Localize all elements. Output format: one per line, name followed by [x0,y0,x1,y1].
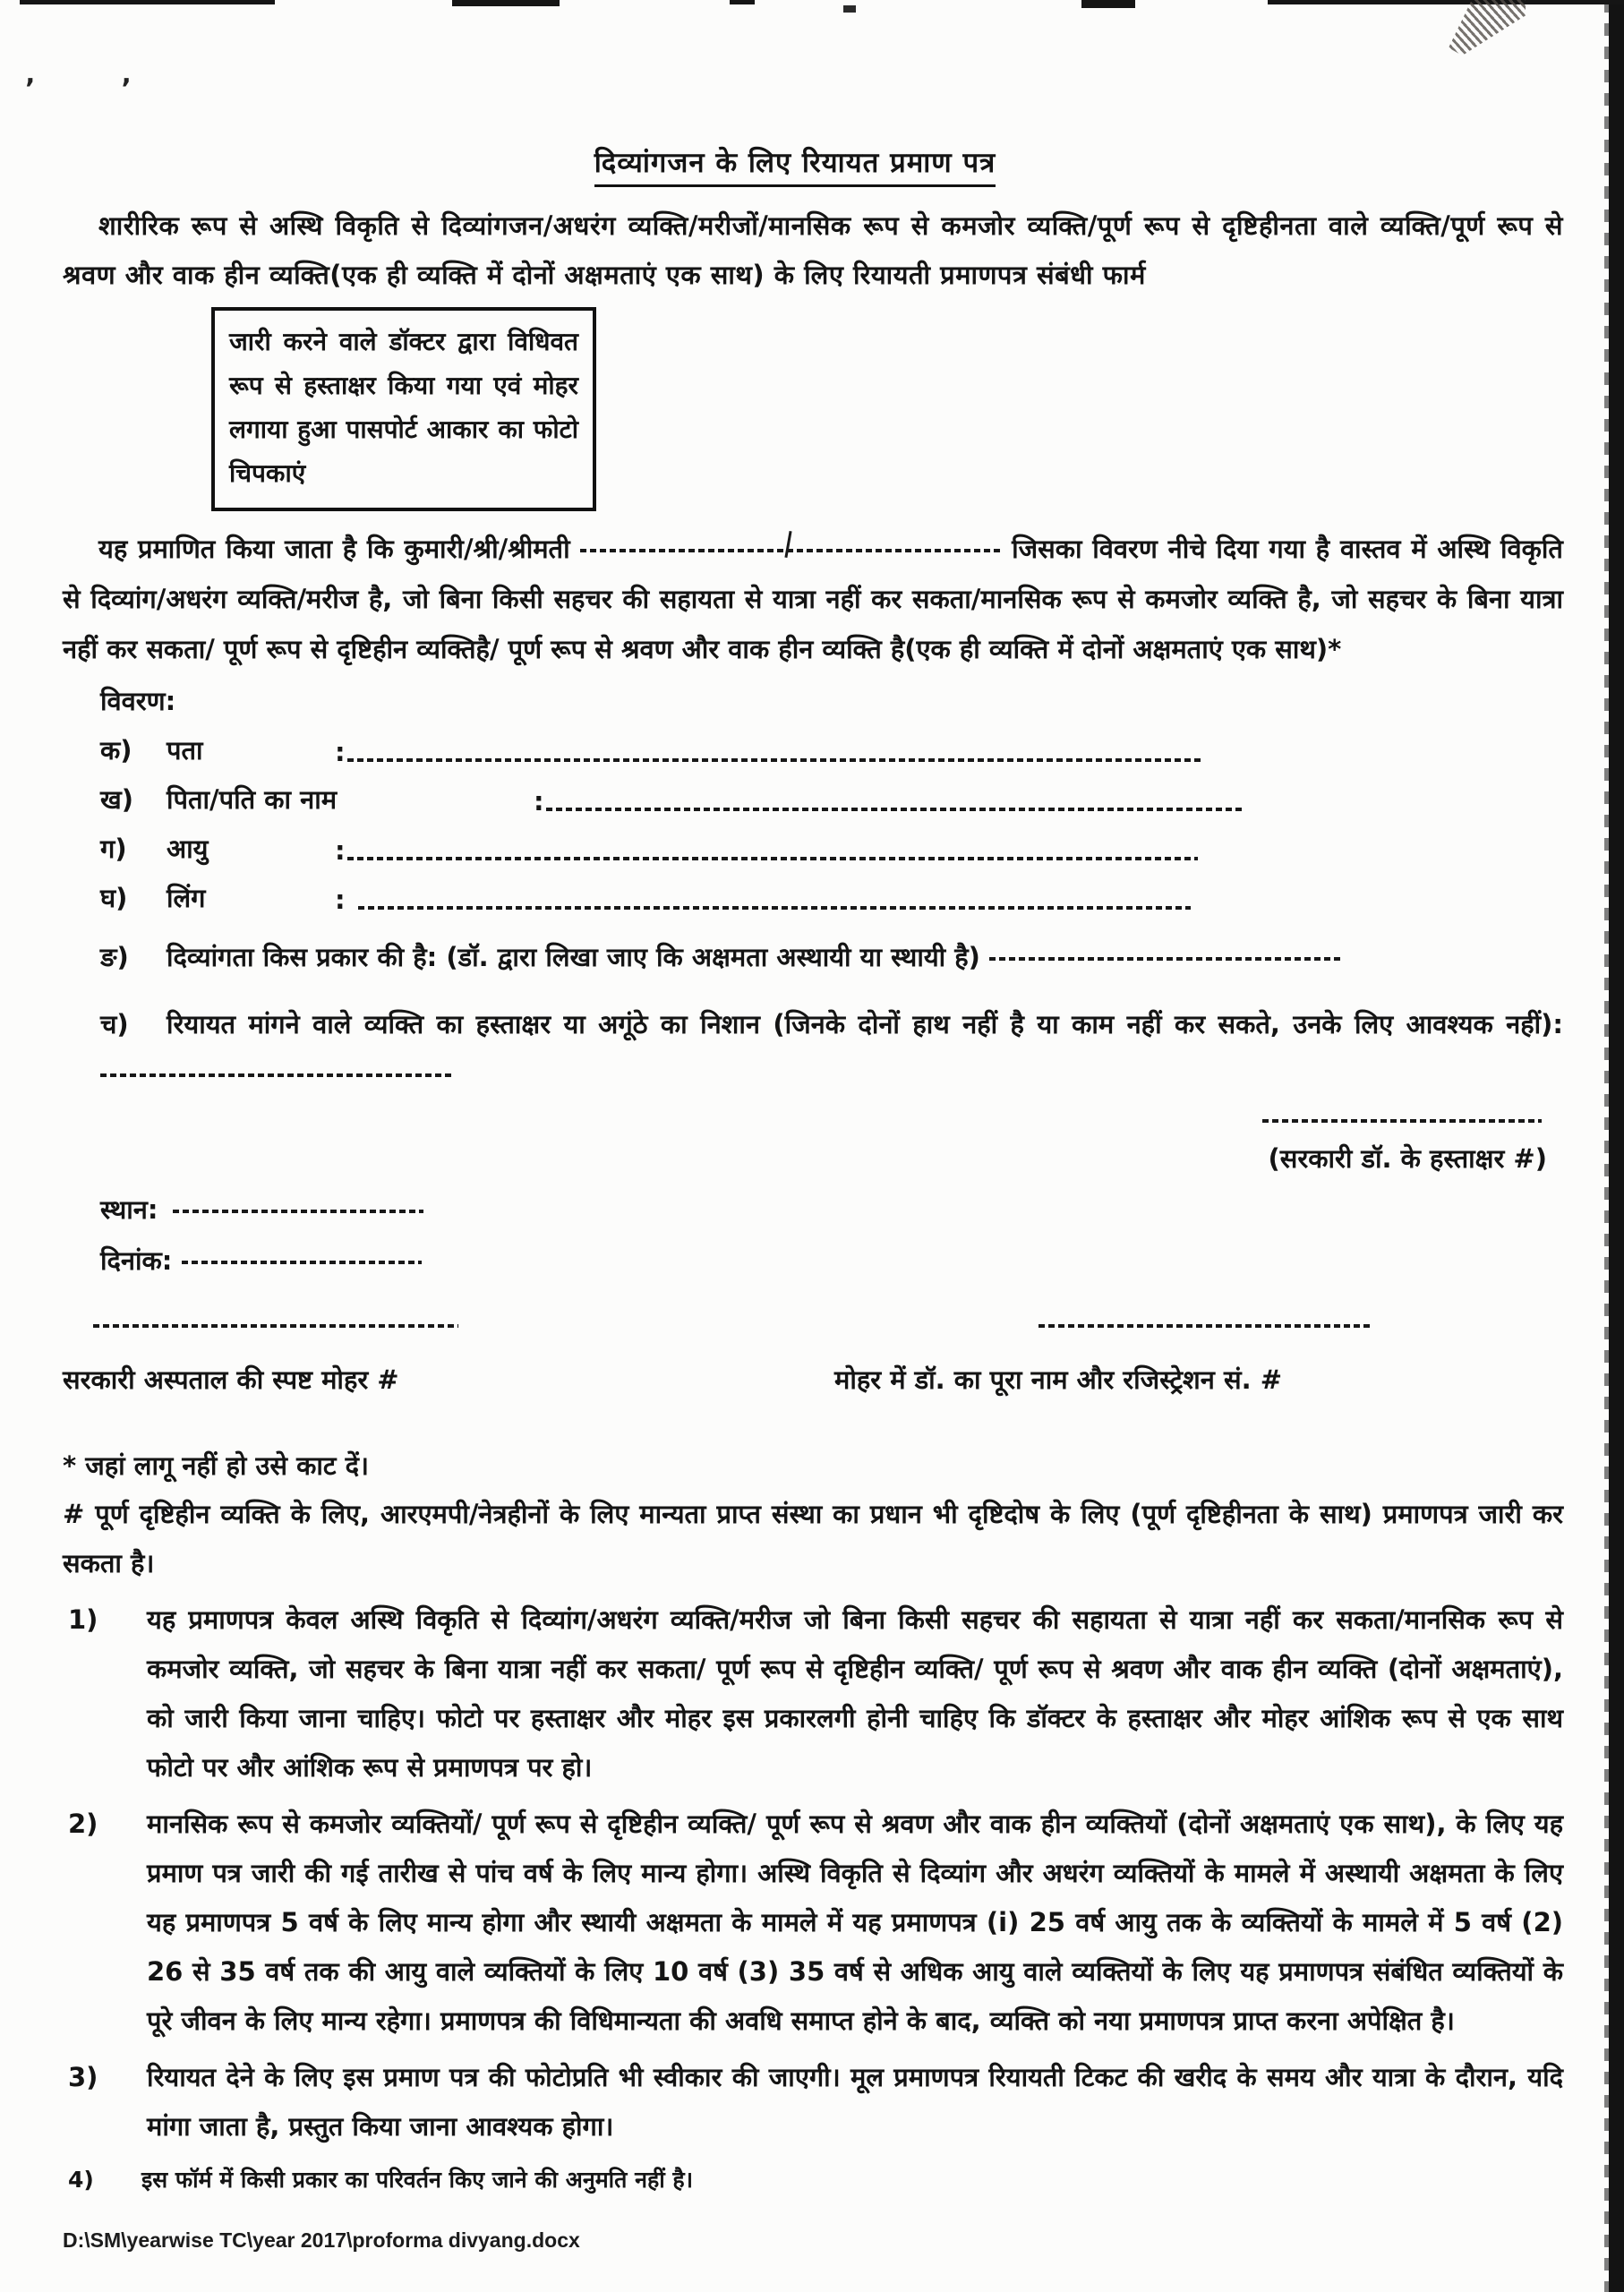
scan-speck-artifact [843,5,856,13]
certify-body-text: वास्तव में अस्थि विकृति से दिव्यांग/अधरंग व्यक्ति/मरीज है, जो बिना किसी सहचर की सहायता से यात्रा नहीं कर सकता/मानसिक रूप से कमजोर व्यक्ति है, जो सहचर के बिना यात्रा नहीं कर सकता/ पूर्ण रूप से दृष्टिहीन व्यक्तिहै/ पूर्ण रूप से श्रवण और वाक हीन व्यक्ति है(एक ही व्यक्ति में दोनों अक्षमताएं एक साथ)* [63,534,1563,664]
footnote-star: * जहां लागू नहीं हो उसे काट दें। [63,1450,369,1481]
hospital-seal-line [93,1324,458,1328]
seal-lines-row [63,1317,1563,1340]
note-text: यह प्रमाणपत्र केवल अस्थि विकृति से दिव्यांग/अधरंग व्यक्ति/मरीज जो बिना किसी सहचर की सहायता से यात्रा नहीं कर सकता/मानसिक रूप से कमजोर व्यक्ति, जो सहचर के बिना यात्रा नहीं कर सकता/ पूर्ण रूप से दृष्टिहीन व्यक्ति/ पूर्ण रूप से श्रवण और वाक हीन व्यक्ति (दोनों अक्षमताएं), को जारी किया जाना चाहिए। फोटो पर हस्ताक्षर और मोहर इस प्रकारलगी होनी चाहिए कि डॉक्टर के हस्ताक्षर और मोहर आंशिक रूप से एक साथ फोटो पर और आंशिक रूप से प्रमाणपत्र पर हो। [147,1604,1563,1783]
field-row-age [100,831,1563,866]
certify-lead-text: यह प्रमाणित किया जाता है कि कुमारी/श्री/श्रीमती [98,534,570,564]
document-content [63,143,1563,2253]
date-label: दिनांक: [100,1245,173,1276]
doctor-signature-line [1262,1119,1542,1123]
note-number: 2) [68,1809,98,1839]
page-title: दिव्यांगजन के लिए रियायत प्रमाण पत्र [594,143,996,187]
numbered-note-4 [63,2162,1563,2198]
doctor-seal-caption: मोहर में डॉ. का पूरा नाम और रजिस्ट्रेशन सं. # [834,1364,1282,1395]
photo-instruction-box [211,307,596,511]
doctor-signature-line-row [63,1115,1563,1132]
numbered-note-2 [63,1800,1563,2046]
place-row [100,1192,1563,1227]
field-row-address [100,732,1563,767]
signature-thumb-text: रियायत मांगने वाले व्यक्ति का हस्ताक्षर या अगूंठे का निशान (जिनके दोनों हाथ नहीं है या काम नहीं कर सकते, उनके लिए आवश्यक नहीं): [167,1009,1563,1039]
field-key: च) [100,1009,129,1039]
disability-type-fill-in-line [989,957,1343,961]
place-label: स्थान: [100,1194,158,1225]
note-number: 4) [68,2167,94,2193]
place-fill-in-line [173,1210,423,1213]
colon: : [534,786,544,817]
field-row-gender [100,880,1563,915]
scan-speck-artifact: ’’ [25,73,218,105]
scan-edge-artifact [20,0,275,4]
field-key: ङ) [100,942,129,972]
seal-captions-row [63,1362,1563,1405]
address-fill-in-line [347,758,1202,762]
photo-instruction-text: जारी करने वाले डॉक्टर द्वारा विधिवत रूप से हस्ताक्षर किया गया एवं मोहर लगाया हुआ पासपोर्ट आकार का फोटो चिपकाएं [229,327,578,488]
note-number: 3) [68,2062,98,2092]
file-path-footer: D:\SM\yearwise TC\year 2017\proforma divyang.docx [63,2228,580,2252]
field-label-gender: लिंग [167,883,206,913]
colon: : [335,737,346,767]
gender-fill-in-line [358,906,1191,910]
field-key: क) [100,735,132,765]
date-row [100,1243,1563,1278]
colon: : [335,885,346,915]
scan-edge-artifact [1081,0,1135,8]
certification-paragraph [63,524,1563,674]
field-row-disability-type [100,933,1563,982]
note-text: मानसिक रूप से कमजोर व्यक्तियों/ पूर्ण रूप से दृष्टिहीन व्यक्ति/ पूर्ण रूप से श्रवण और वाक हीन व्यक्तियों (दोनों अक्षमताएं एक साथ), के लिए यह प्रमाण पत्र जारी की गई तारीख से पांच वर्ष के लिए मान्य होगा। अस्थि विकृति से दिव्यांग और अधरंग व्यक्तियों के मामले में अस्थायी अक्षमता के लिए यह प्रमाणपत्र 5 वर्ष के लिए मान्य होगा और स्थायी अक्षमता के मामले में यह प्रमाणपत्र (i) 25 वर्ष आयु तक के व्यक्तियों के मामले में 5 वर्ष (2) 26 से 35 वर्ष तक की आयु वाले व्यक्तियों के लिए 10 वर्ष (3) 35 वर्ष से अधिक आयु वाले व्यक्तियों के लिए यह प्रमाणपत्र संबंधित व्यक्तियों के पूरे जीवन के लिए मान्य रहेगा। प्रमाणपत्र की विधिमान्यता की अवधि समाप्त होने के बाद, व्यक्ति को नया प्रमाणपत्र प्राप्त करना अपेक्षित है। [147,1809,1563,2036]
note-number: 1) [68,1604,98,1635]
field-label-address: पता [167,735,203,765]
doctor-seal-line [1039,1324,1372,1328]
details-heading: विवरण: [100,686,176,716]
field-key: ग) [100,834,127,864]
certify-tail-text: जिसका विवरण नीचे दिया गया है [1012,534,1330,564]
numbered-note-3 [63,2053,1563,2151]
disability-type-text: दिव्यांगता किस प्रकार की है: (डॉ. द्वारा लिखा जाए कि अक्षमता अस्थायी या स्थायी है) [167,942,980,972]
scan-edge-artifact [730,0,755,4]
scan-edge-artifact [1609,0,1624,2292]
name-fill-in-line [580,549,1001,552]
field-label-age: आयु [167,834,209,864]
intro-paragraph: शारीरिक रूप से अस्थि विकृति से दिव्यांगजन/अधरंग व्यक्ति/मरीजों/मानसिक रूप से कमजोर व्यक्ति/पूर्ण रूप से दृष्टिहीनता वाले व्यक्ति/पूर्ण रूप से श्रवण और वाक हीन व्यक्ति(एक ही व्यक्ति में दोनों अक्षमताएं एक साथ) के लिए रियायती प्रमाणपत्र संबंधी फार्म [63,210,1563,290]
numbered-note-1 [63,1595,1563,1792]
age-fill-in-line [347,857,1198,860]
footnote-hash: # पूर्ण दृष्टिहीन व्यक्ति के लिए, आरएमपी/नेत्रहीनों के लिए मान्यता प्राप्त संस्था का प्रधान भी दृष्टिदोष के लिए (पूर्ण दृष्टिहीनता के साथ) प्रमाणपत्र जारी कर सकता है। [63,1499,1563,1578]
date-fill-in-line [182,1261,422,1264]
hospital-seal-caption: सरकारी अस्पताल की स्पष्ट मोहर # [63,1364,399,1395]
field-row-signature-thumb [100,1000,1563,1099]
note-text: इस फॉर्म में किसी प्रकार का परिवर्तन किए जाने की अनुमति नहीं है। [141,2167,694,2193]
doctor-signature-caption: (सरकारी डॉ. के हस्ताक्षर #) [1268,1143,1547,1174]
father-husband-name-fill-in-line [546,808,1244,811]
scan-edge-artifact [452,0,560,6]
note-text: रियायत देने के लिए इस प्रमाण पत्र की फोटोप्रति भी स्वीकार की जाएगी। मूल प्रमाणपत्र रियायती टिकट की खरीद के समय और यात्रा के दौरान, यदि मांगा जाता है, प्रस्तुत किया जाना आवश्यक होगा। [147,2062,1563,2142]
field-key: घ) [100,883,128,913]
field-row-father-husband-name [100,782,1563,817]
colon: : [335,835,346,866]
scan-edge-artifact [1604,0,1609,2292]
field-key: ख) [100,784,133,815]
field-label-father-husband-name: पिता/पति का नाम [167,784,338,815]
scan-edge-artifact [1268,0,1624,4]
pencil-smudge-artifact [1449,0,1526,56]
signature-thumb-fill-in-line [100,1073,454,1077]
